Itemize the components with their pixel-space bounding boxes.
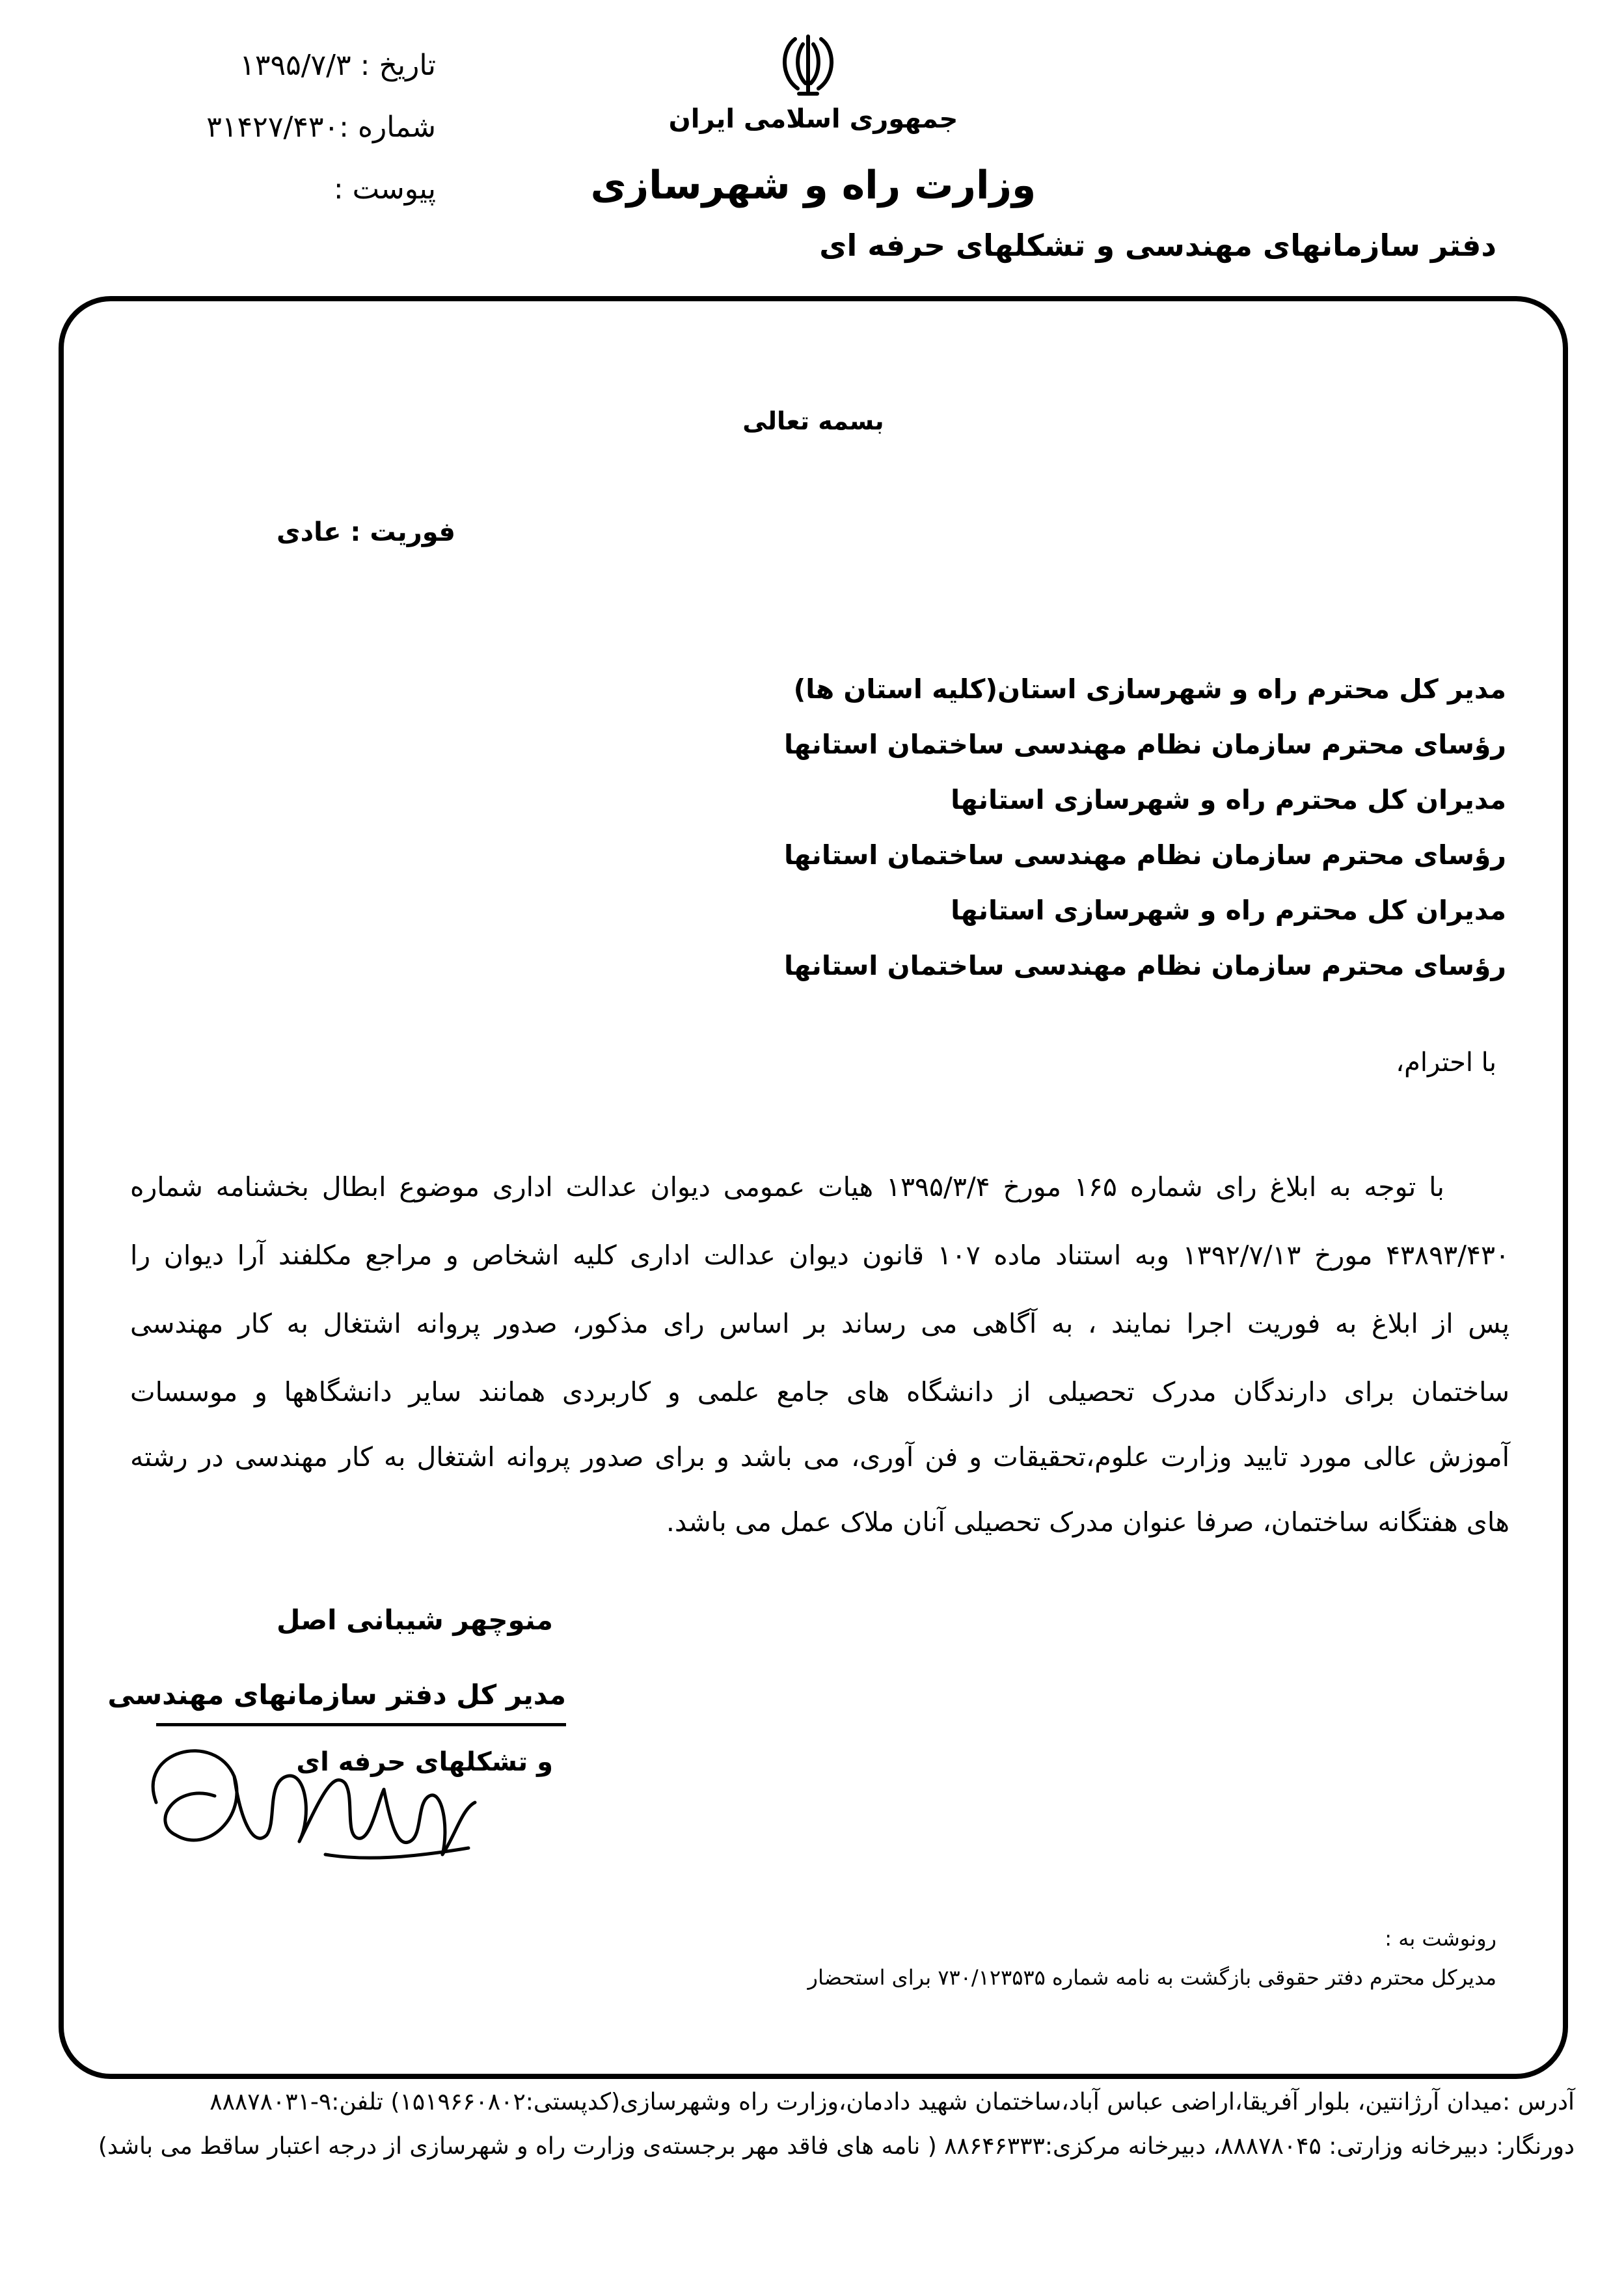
recipient-line: رؤسای محترم سازمان نظام مهندسی ساختمان استانها <box>783 950 1506 981</box>
body-line: آموزش عالی مورد تایید وزارت علوم،تحقیقات و فن آوری، می باشد و برای صدور پروانه اشتغال به کار مهندسی در رشته <box>130 1441 1509 1473</box>
greeting: با احترام، <box>1396 1048 1496 1078</box>
recipient-line: رؤسای محترم سازمان نظام مهندسی ساختمان استانها <box>783 839 1506 871</box>
number-line: شماره :۳۱۴۲۷/۴۳۰ <box>206 111 436 144</box>
recipient-line: مدیر کل محترم راه و شهرسازی استان(کلیه استان ها) <box>793 673 1506 705</box>
footer-fax: دورنگار: دبیرخانه وزارتی: ۸۸۸۷۸۰۴۵، دبیرخانه مرکزی:۸۸۶۴۶۳۳۳ ( نامه های فاقد مهر برجسته‌ی وزارت راه و شهرسازی از درجه اعتبار ساقط می باشد) <box>98 2133 1575 2160</box>
body-line: پس از ابلاغ به فوریت اجرا نمایند ، به آگاهی می رساند بر اساس رای مذکور، صدور پروانه اشتغال به کار مهندسی <box>130 1308 1509 1339</box>
recipient-line: مدیران کل محترم راه و شهرسازی استانها <box>951 784 1506 815</box>
attachment-line: پیوست : <box>333 172 436 206</box>
footer-address: آدرس :میدان آرژانتین، بلوار آفریقا،اراضی عباس آباد،ساختمان شهید دادمان،وزارت راه وشهرسازی(کدپستی:۱۵۱۹۶۶۰۸۰۲) تلفن:۹-۸۸۸۷۸۰۳۱ <box>210 2089 1575 2115</box>
priority-label: فوریت : عادی <box>276 517 455 547</box>
body-line: های هفتگانه ساختمان، صرفا عنوان مدرک تحصیلی آنان ملاک عمل می باشد. <box>666 1506 1509 1538</box>
body-line: ساختمان برای دارندگان مدرک تحصیلی از دانشگاه های جامع علمی و کاربردی همانند سایر دانشگاهها و موسسات <box>130 1376 1509 1407</box>
emblem-icon <box>769 31 847 100</box>
cc-text: مدیرکل محترم دفتر حقوقی بازگشت به نامه شماره ۷۳۰/۱۲۳۵۳۵ برای استحضار <box>807 1965 1496 1990</box>
handwritten-signature <box>137 1724 488 1874</box>
cc-label: رونوشت به : <box>1385 1926 1496 1951</box>
body-line: با توجه به ابلاغ رای شماره ۱۶۵ مورخ ۱۳۹۵/۳/۴ هیات عمومی دیوان عدالت اداری موضوع ابطال بخشنامه شماره <box>130 1171 1444 1202</box>
office-name: دفتر سازمانهای مهندسی و تشکلهای حرفه ای <box>819 228 1496 263</box>
date-line: تاریخ : ۱۳۹۵/۷/۳ <box>239 49 436 82</box>
recipient-line: مدیران کل محترم راه و شهرسازی استانها <box>951 895 1506 926</box>
body-line: ۴۳۸۹۳/۴۳۰ مورخ ۱۳۹۲/۷/۱۳ وبه استناد ماده ۱۰۷ قانون دیوان عدالت اداری کلیه اشخاص و مراجع مکلفند آرا دیوان را <box>130 1240 1509 1271</box>
basmala: بسمه تعالی <box>742 407 884 435</box>
signatory-name: منوچهر شیبانی اصل <box>277 1604 553 1636</box>
ministry-name: وزارت راه و شهرسازی <box>590 163 1036 208</box>
recipient-line: رؤسای محترم سازمان نظام مهندسی ساختمان استانها <box>783 729 1506 760</box>
country-name: جمهوری اسلامی ایران <box>668 104 958 134</box>
signatory-title: مدیر کل دفتر سازمانهای مهندسی <box>107 1679 566 1711</box>
signatory-title-continued: و تشکلهای حرفه ای <box>296 1747 553 1777</box>
